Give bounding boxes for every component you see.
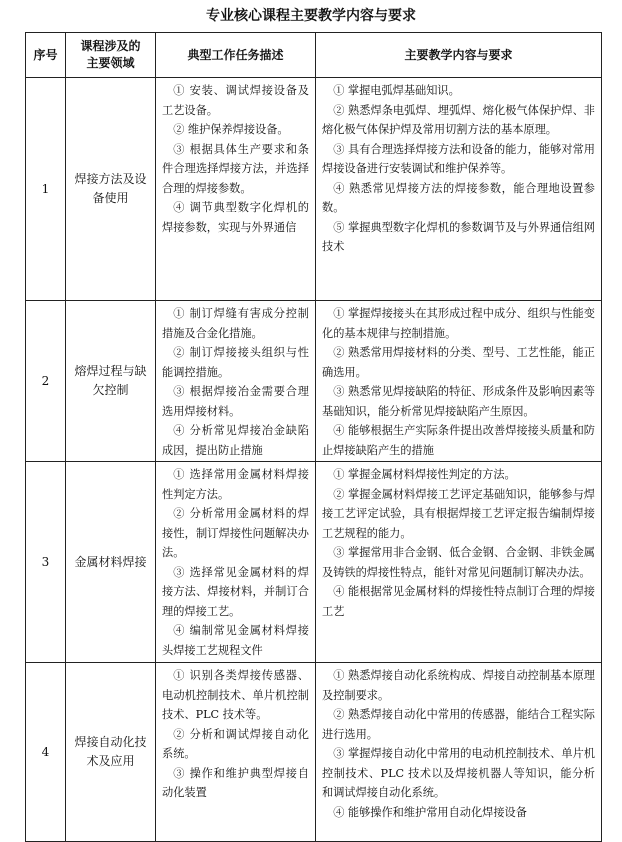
row-area: 焊接自动化技术及应用 — [66, 663, 156, 842]
table-row — [26, 462, 602, 663]
table-row — [26, 301, 602, 462]
header-tasks: 典型工作任务描述 — [156, 33, 316, 78]
row-tasks — [156, 78, 316, 301]
header-area-line1: 课程涉及的 — [80, 39, 141, 53]
task-item: ③ 操作和维护典型焊接自动化装置 — [162, 766, 309, 799]
content-item: ② 熟悉焊接自动化中常用的传感器，能结合工程实际进行选用。 — [322, 708, 595, 741]
content-item: ③ 掌握焊接自动化中常用的电动机控制技术、单片机控制技术、PLC 技术以及焊接机器人等知识，能分析和调试焊接自动化系统。 — [322, 747, 595, 799]
table-row — [26, 663, 602, 842]
table-row — [26, 78, 602, 301]
task-item: ④ 编制常见金属材料焊接头焊接工艺规程文件 — [162, 624, 309, 657]
content-item: ① 熟悉焊接自动化系统构成、焊接自动控制基本原理及控制要求。 — [322, 669, 595, 702]
task-item: ① 识别各类焊接传感器、电动机控制技术、单片机控制技术、PLC 技术等。 — [162, 669, 309, 721]
header-area — [66, 33, 156, 78]
row-num: 3 — [26, 462, 66, 663]
content-item: ④ 能够根据生产实际条件提出改善焊接接头质量和防止焊接缺陷产生的措施 — [322, 424, 595, 457]
content-item: ④ 熟悉常见焊接方法的焊接参数，能合理地设置参数。 — [322, 181, 595, 214]
task-item: ④ 分析常见焊接冶金缺陷成因，提出防止措施 — [162, 424, 309, 457]
table-header-row — [26, 33, 602, 78]
header-num: 序号 — [26, 33, 66, 78]
task-item: ③ 选择常见金属材料的焊接方法、焊接材料，并制订合理的焊接工艺。 — [162, 565, 309, 618]
content-item: ③ 具有合理选择焊接方法和设备的能力，能够对常用焊接设备进行安装调试和维护保养等。 — [322, 142, 595, 175]
content-item: ② 熟悉焊条电弧焊、埋弧焊、熔化极气体保护焊、非熔化极气体保护焊及常用切割方法的基本原理。 — [322, 103, 595, 136]
task-item: ② 分析和调试焊接自动化系统。 — [162, 727, 309, 760]
row-num: 4 — [26, 663, 66, 842]
content-item: ① 掌握焊接接头在其形成过程中成分、组织与性能变化的基本规律与控制措施。 — [322, 307, 595, 340]
row-area: 熔焊过程与缺欠控制 — [66, 301, 156, 462]
task-item: ② 制订焊接接头组织与性能调控措施。 — [162, 346, 309, 379]
task-item: ① 安装、调试焊接设备及工艺设备。 — [162, 84, 309, 117]
row-tasks — [156, 301, 316, 462]
row-tasks — [156, 462, 316, 663]
row-content — [316, 78, 602, 301]
row-area: 焊接方法及设备使用 — [66, 78, 156, 301]
row-content — [316, 462, 602, 663]
task-item: ④ 调节典型数字化焊机的焊接参数，实现与外界通信 — [162, 201, 309, 234]
row-area: 金属材料焊接 — [66, 462, 156, 663]
task-item: ③ 根据焊接冶金需要合理选用焊接材料。 — [162, 385, 309, 418]
row-num: 1 — [26, 78, 66, 301]
row-content — [316, 663, 602, 842]
content-item: ① 掌握金属材料焊接性判定的方法。 — [333, 468, 516, 481]
task-item: ① 制订焊缝有害成分控制措施及合金化措施。 — [162, 307, 309, 340]
content-item: ② 熟悉常用焊接材料的分类、型号、工艺性能，能正确选用。 — [322, 346, 595, 379]
content-item: ③ 掌握常用非合金钢、低合金钢、合金钢、非铁金属及铸铁的焊接性特点，能针对常见问题制订解决办法。 — [322, 546, 595, 579]
header-content: 主要教学内容与要求 — [316, 33, 602, 78]
header-area-line2: 主要领域 — [86, 56, 135, 70]
task-item: ② 维护保养焊接设备。 — [173, 123, 289, 136]
curriculum-table — [25, 32, 602, 842]
row-tasks — [156, 663, 316, 842]
row-num: 2 — [26, 301, 66, 462]
task-item: ② 分析常用金属材料的焊接性，制订焊接性问题解决办法。 — [162, 507, 309, 559]
content-item: ② 掌握金属材料焊接工艺评定基础知识，能够参与焊接工艺评定试验，具有根据焊接工艺评定报告编制焊接工艺规程的能力。 — [322, 487, 595, 540]
content-item: ④ 能够操作和维护常用自动化焊接设备 — [333, 805, 527, 819]
document-title: 专业核心课程主要教学内容与要求 — [206, 8, 416, 24]
task-item: ① 选择常用金属材料焊接性判定方法。 — [162, 468, 309, 501]
row-content — [316, 301, 602, 462]
content-item: ③ 熟悉常见焊接缺陷的特征、形成条件及影响因素等基础知识，能分析常见焊接缺陷产生原因。 — [322, 385, 595, 418]
task-item: ③ 根据具体生产要求和条件合理选择焊接方法，并选择合理的焊接参数。 — [162, 142, 309, 195]
content-item: ④ 能根据常见金属材料的焊接性特点制订合理的焊接工艺 — [322, 585, 595, 618]
content-item: ① 掌握电弧焊基础知识。 — [333, 84, 460, 97]
content-item: ⑤ 掌握典型数字化焊机的参数调节及与外界通信组网技术 — [322, 220, 595, 253]
